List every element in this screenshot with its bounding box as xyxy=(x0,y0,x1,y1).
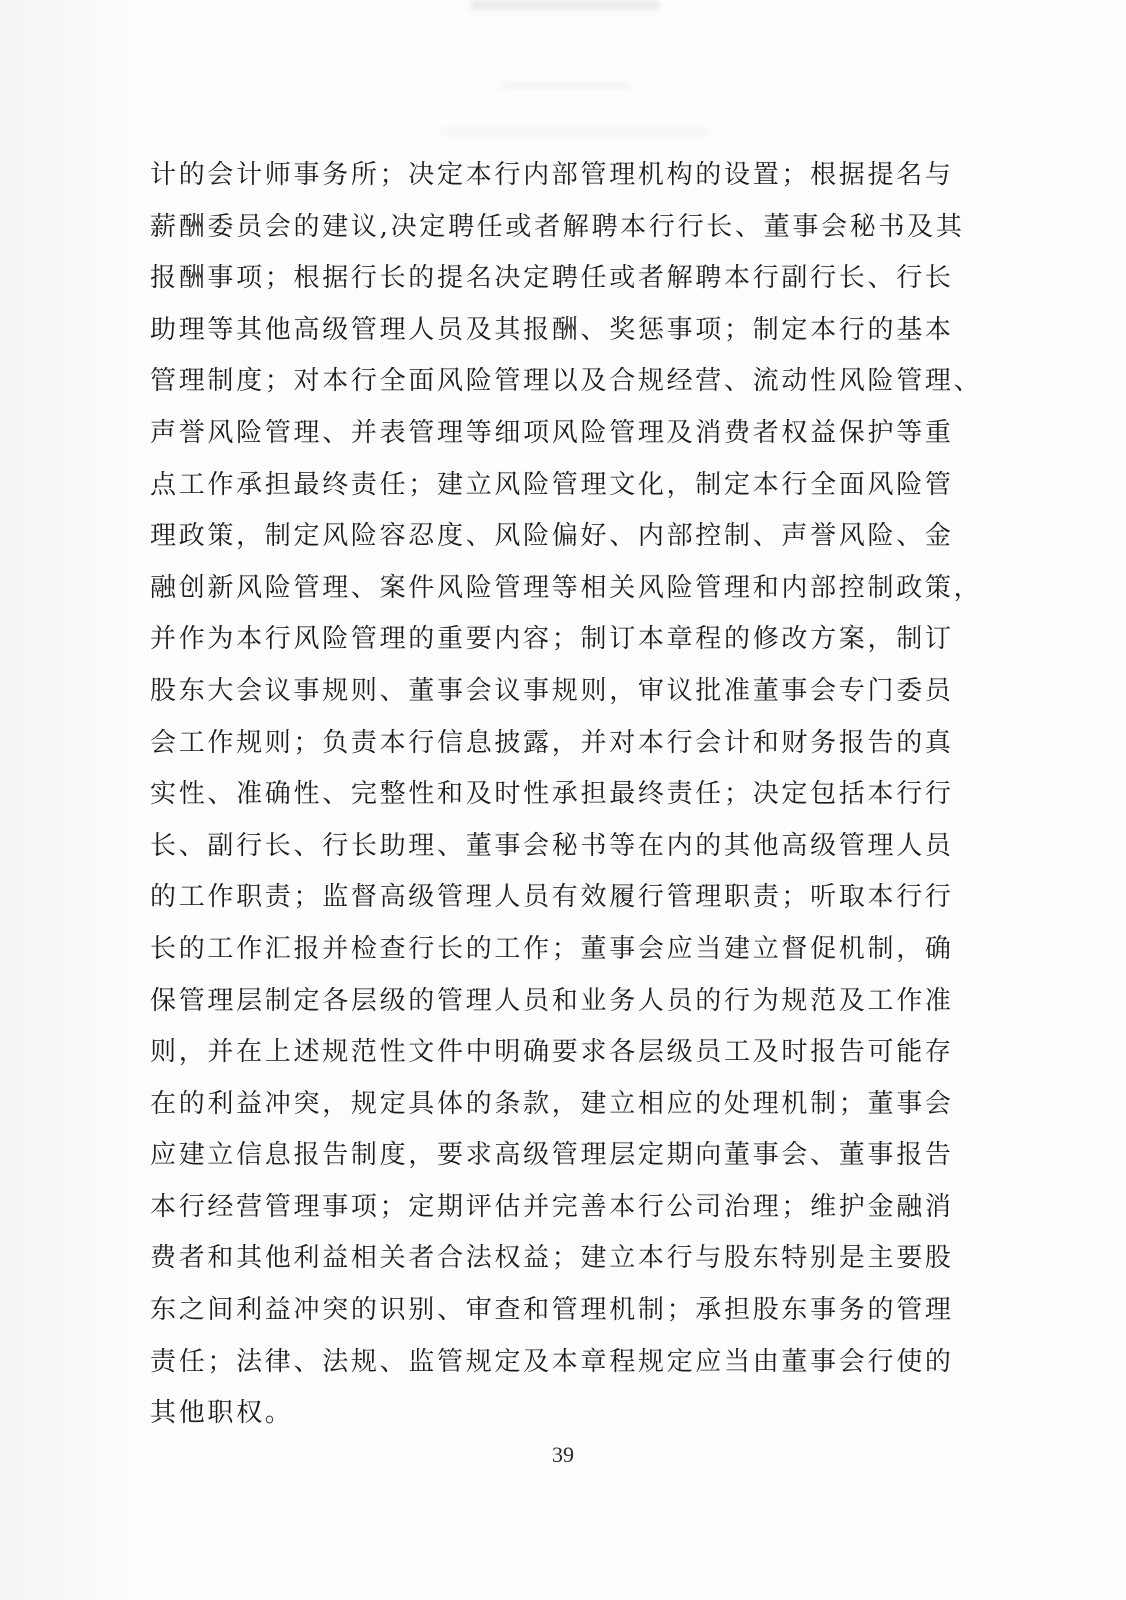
text-line: 长、副行长、行长助理、董事会秘书等在内的其他高级管理人员 xyxy=(150,830,954,861)
bleed-through-mark xyxy=(440,128,710,136)
text-line: 计的会计师事务所；决定本行内部管理机构的设置；根据提名与 xyxy=(150,160,954,190)
text-line: 长的工作汇报并检查行长的工作；董事会应当建立督促机制，确 xyxy=(150,933,954,964)
scan-edge-shadow xyxy=(0,0,140,1600)
page-number: 39 xyxy=(552,1442,574,1467)
text-line: 报酬事项；根据行长的提名决定聘任或者解聘本行副行长、行长 xyxy=(150,263,954,294)
text-line: 本行经营管理事项；定期评估并完善本行公司治理；维护金融消 xyxy=(150,1191,954,1222)
text-line: 融创新风险管理、案件风险管理等相关风险管理和内部控制政策， xyxy=(150,572,983,603)
text-line: 会工作规则；负责本行信息披露，并对本行会计和财务报告的真 xyxy=(150,727,954,758)
text-line: 声誉风险管理、并表管理等细项风险管理及消费者权益保护等重 xyxy=(150,417,954,448)
bleed-through-mark xyxy=(470,0,660,10)
text-line: 则，并在上述规范性文件中明确要求各层级员工及时报告可能存 xyxy=(150,1037,954,1068)
text-line: 费者和其他利益相关者合法权益；建立本行与股东特别是主要股 xyxy=(150,1243,954,1274)
body-paragraph xyxy=(150,150,982,1440)
text-line: 股东大会议事规则、董事会议事规则，审议批准董事会专门委员 xyxy=(150,675,954,706)
text-line: 责任；法律、法规、监管规定及本章程规定应当由董事会行使的 xyxy=(150,1346,954,1377)
text-line: 应建立信息报告制度，要求高级管理层定期向董事会、董事报告 xyxy=(150,1140,954,1171)
text-line: 并作为本行风险管理的重要内容；制订本章程的修改方案，制订 xyxy=(150,624,954,655)
text-line: 东之间利益冲突的识别、审查和管理机制；承担股东事务的管理 xyxy=(150,1295,954,1326)
text-line: 实性、准确性、完整性和及时性承担最终责任；决定包括本行行 xyxy=(150,779,954,810)
text-line: 保管理层制定各层级的管理人员和业务人员的行为规范及工作准 xyxy=(150,985,954,1016)
text-line: 助理等其他高级管理人员及其报酬、奖惩事项；制定本行的基本 xyxy=(150,314,954,345)
text-line: 管理制度；对本行全面风险管理以及合规经营、流动性风险管理、 xyxy=(150,366,983,397)
text-line: 理政策，制定风险容忍度、风险偏好、内部控制、声誉风险、金 xyxy=(150,521,954,552)
text-line: 在的利益冲突，规定具体的条款，建立相应的处理机制；董事会 xyxy=(150,1088,954,1119)
bleed-through-mark xyxy=(500,82,630,90)
text-line: 薪酬委员会的建议,决定聘任或者解聘本行行长、董事会秘书及其 xyxy=(150,211,965,242)
text-line: 其他职权。 xyxy=(150,1398,294,1429)
text-line: 点工作承担最终责任；建立风险管理文化，制定本行全面风险管 xyxy=(150,469,954,500)
text-line: 的工作职责；监督高级管理人员有效履行管理职责；听取本行行 xyxy=(150,882,954,913)
